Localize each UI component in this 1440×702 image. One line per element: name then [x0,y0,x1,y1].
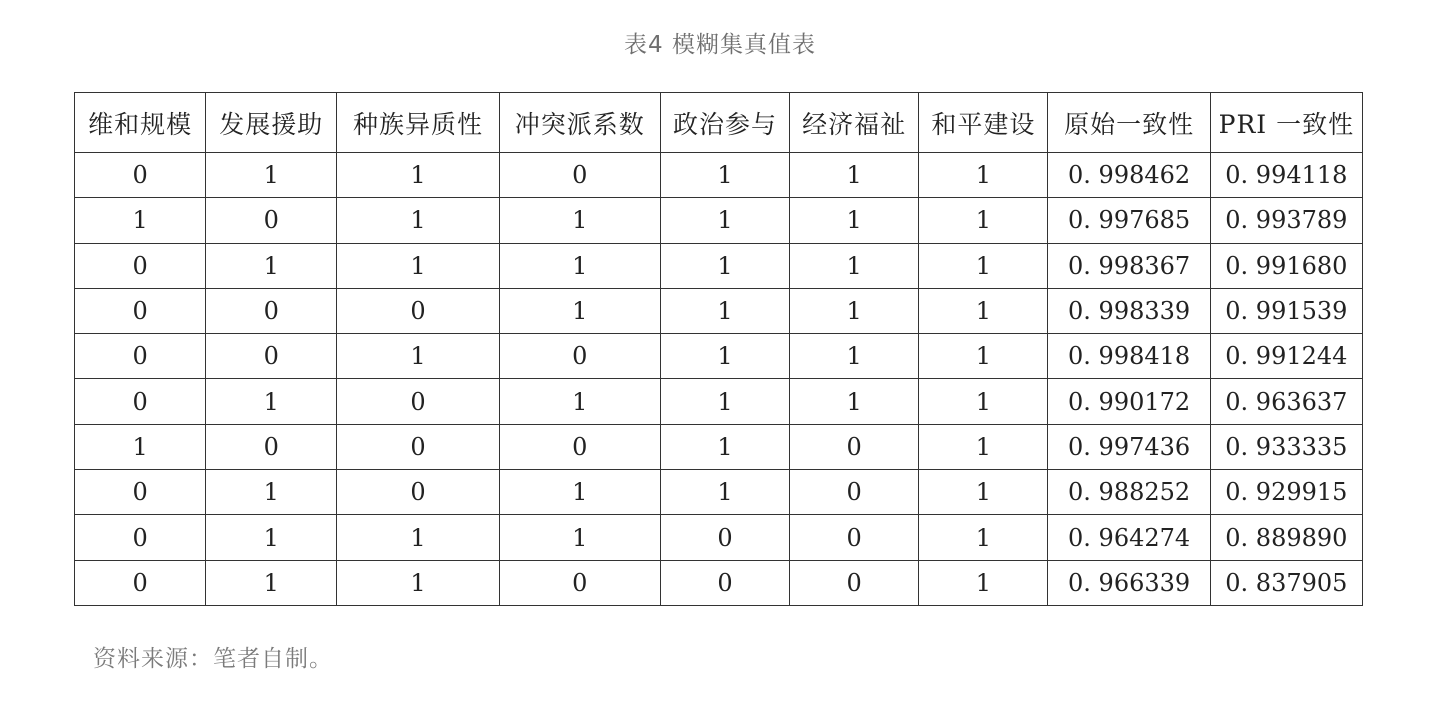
table-cell: 1 [206,153,337,198]
table-cell: 0. 837905 [1210,560,1362,605]
column-header: 和平建设 [919,93,1048,153]
table-cell: 1 [919,560,1048,605]
table-cell: 1 [75,424,206,469]
table-cell: 0 [790,470,919,515]
table-cell: 1 [919,198,1048,243]
table-cell: 1 [75,198,206,243]
column-header: 种族异质性 [337,93,499,153]
table-row [75,424,1363,469]
table-cell: 0 [206,198,337,243]
table-caption: 表4 模糊集真值表 [624,32,816,58]
table-cell: 1 [660,288,789,333]
table-cell: 0. 997685 [1048,198,1210,243]
table-cell: 1 [790,243,919,288]
table-cell: 1 [919,424,1048,469]
table-cell: 1 [919,153,1048,198]
table-cell: 1 [660,379,789,424]
table-cell: 0 [790,515,919,560]
table-cell: 0 [206,424,337,469]
table-cell: 0. 889890 [1210,515,1362,560]
table-cell: 1 [499,243,660,288]
table-body [75,153,1363,606]
table-cell: 1 [660,424,789,469]
column-header: 经济福祉 [790,93,919,153]
table-cell: 1 [499,515,660,560]
table-cell: 1 [919,243,1048,288]
table-cell: 1 [790,153,919,198]
table-cell: 0 [206,334,337,379]
table-cell: 0. 991539 [1210,288,1362,333]
table-cell: 1 [206,515,337,560]
column-header: 发展援助 [206,93,337,153]
table-cell: 1 [337,198,499,243]
column-header: 原始一致性 [1048,93,1210,153]
table-cell: 0 [660,560,789,605]
table-cell: 0 [499,560,660,605]
table-cell: 1 [660,470,789,515]
table-cell: 1 [337,515,499,560]
table-cell: 0. 966339 [1048,560,1210,605]
table-cell: 1 [499,288,660,333]
table-cell: 0 [337,379,499,424]
table-cell: 1 [660,243,789,288]
column-header: 政治参与 [660,93,789,153]
table-cell: 0 [75,243,206,288]
table-cell: 0 [337,424,499,469]
column-header: 冲突派系数 [499,93,660,153]
table-row [75,153,1363,198]
table-cell: 0. 998339 [1048,288,1210,333]
table-cell: 1 [919,379,1048,424]
table-cell: 1 [499,470,660,515]
table-cell: 0 [337,470,499,515]
table-cell: 0 [75,470,206,515]
table-cell: 1 [660,198,789,243]
table-cell: 1 [206,560,337,605]
table-cell: 1 [660,153,789,198]
table-cell: 0 [75,560,206,605]
table-cell: 1 [919,515,1048,560]
table-cell: 0. 963637 [1210,379,1362,424]
table-cell: 0 [75,515,206,560]
table-cell: 0. 933335 [1210,424,1362,469]
table-cell: 1 [790,288,919,333]
table-cell: 0 [75,379,206,424]
table-cell: 1 [337,334,499,379]
table-row [75,515,1363,560]
table-cell: 0. 964274 [1048,515,1210,560]
table-cell: 0. 994118 [1210,153,1362,198]
table-cell: 1 [919,288,1048,333]
column-header: 维和规模 [75,93,206,153]
table-cell: 0 [75,288,206,333]
table-row [75,470,1363,515]
table-cell: 1 [206,470,337,515]
source-note: 资料来源：笔者自制。 [93,646,333,672]
table-cell: 1 [206,243,337,288]
table-cell: 0. 993789 [1210,198,1362,243]
table-cell: 0. 990172 [1048,379,1210,424]
table-cell: 0. 929915 [1210,470,1362,515]
table-row [75,560,1363,605]
table-cell: 0 [499,153,660,198]
table-cell: 1 [790,198,919,243]
table-row [75,288,1363,333]
table-cell: 0. 988252 [1048,470,1210,515]
table-row [75,379,1363,424]
table-cell: 0 [499,424,660,469]
table-cell: 0 [790,560,919,605]
table-cell: 0. 998462 [1048,153,1210,198]
table-cell: 0. 997436 [1048,424,1210,469]
truth-table [74,92,1363,606]
table-cell: 1 [337,560,499,605]
table-cell: 0 [660,515,789,560]
table-row [75,198,1363,243]
table-cell: 1 [790,334,919,379]
table-cell: 1 [337,243,499,288]
table-cell: 1 [337,153,499,198]
table-cell: 1 [206,379,337,424]
table-cell: 0 [206,288,337,333]
table-row [75,334,1363,379]
table-cell: 0 [337,288,499,333]
table-cell: 0 [790,424,919,469]
table-cell: 0 [75,153,206,198]
table-cell: 0. 991244 [1210,334,1362,379]
column-header: PRI 一致性 [1210,93,1362,153]
table-row [75,243,1363,288]
table-cell: 1 [660,334,789,379]
table-cell: 1 [499,379,660,424]
table-cell: 0 [75,334,206,379]
table-header-row [75,93,1363,153]
table-cell: 1 [919,470,1048,515]
table-cell: 1 [919,334,1048,379]
table-cell: 1 [499,198,660,243]
table-cell: 0 [499,334,660,379]
table-cell: 1 [790,379,919,424]
table-cell: 0. 998367 [1048,243,1210,288]
table-cell: 0. 991680 [1210,243,1362,288]
table-cell: 0. 998418 [1048,334,1210,379]
